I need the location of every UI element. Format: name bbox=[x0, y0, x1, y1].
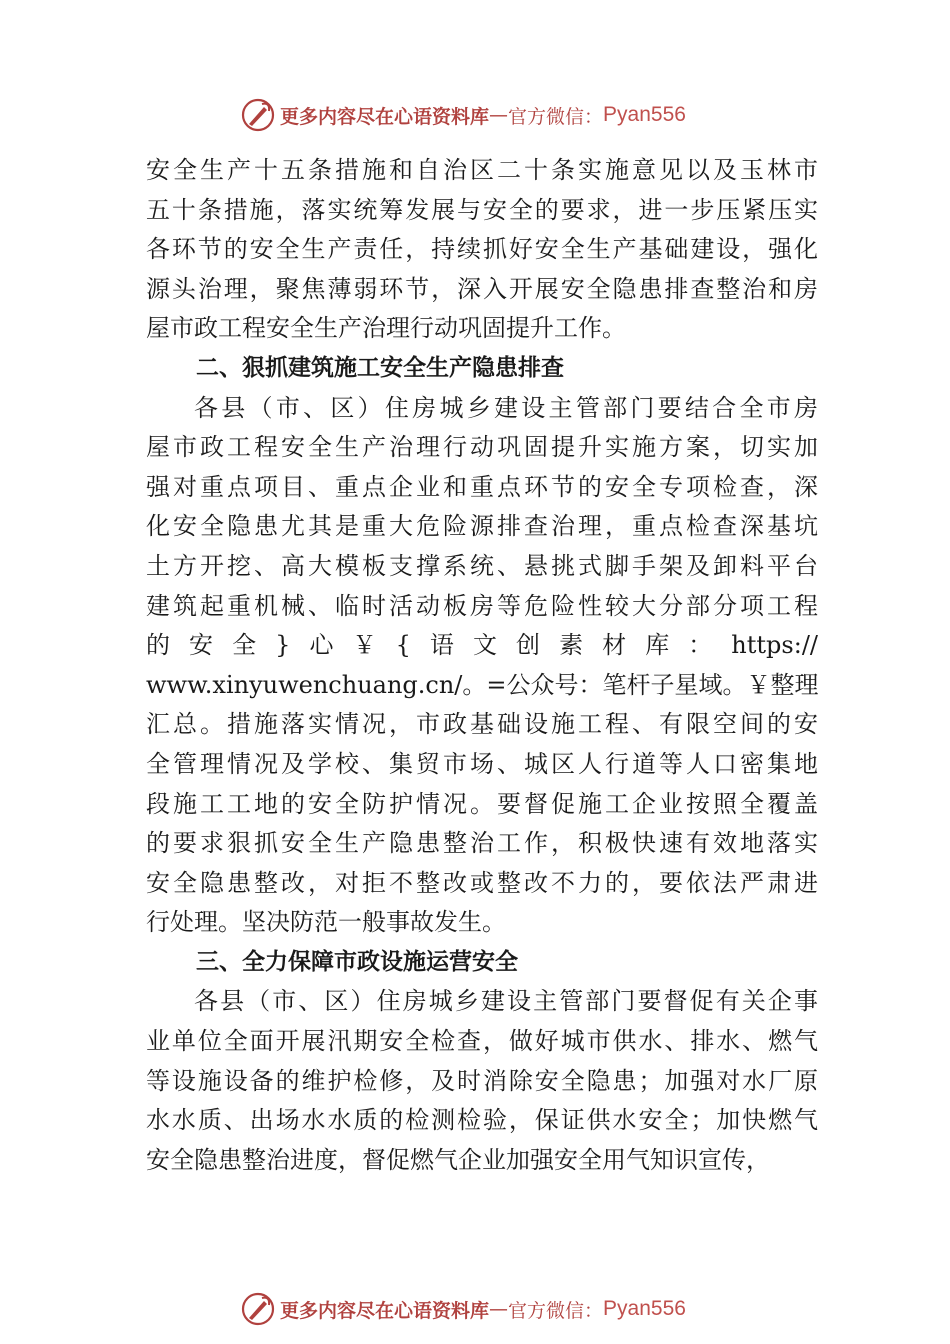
paragraph-line: 各环节的安全生产责任，持续抓好安全生产基础建设，强化 bbox=[146, 235, 818, 264]
wechat-label: 官方微信： bbox=[508, 1299, 604, 1322]
paragraph-line: 屋市政工程安全生产治理行动巩固提升实施方案，切实加 bbox=[146, 433, 818, 462]
pen-logo-icon bbox=[240, 97, 276, 133]
brand-text: 更多内容尽在心语资料库 bbox=[280, 1299, 490, 1322]
paragraph-line: 各县（市、区）住房城乡建设主管部门要督促有关企事 bbox=[194, 987, 818, 1016]
brand-text: 更多内容尽在心语资料库 bbox=[280, 105, 490, 128]
brand-separator: — bbox=[489, 1298, 509, 1320]
paragraph-line: 化安全隐患尤其是重大危险源排查治理，重点检查深基坑 bbox=[146, 512, 818, 541]
header-watermark bbox=[240, 97, 686, 133]
paragraph-line: 业单位全面开展汛期安全检查，做好城市供水、排水、燃气 bbox=[146, 1027, 818, 1056]
paragraph-line: 行处理。坚决防范一般事故发生。 bbox=[146, 908, 506, 937]
paragraph-line: 汇总。措施落实情况，市政基础设施工程、有限空间的安 bbox=[146, 710, 818, 739]
paragraph-line: 各县（市、区）住房城乡建设主管部门要结合全市房 bbox=[194, 393, 818, 422]
paragraph-line: 五十条措施，落实统筹发展与安全的要求，进一步压紧压实 bbox=[146, 195, 818, 224]
section-heading-3: 三、全力保障市政设施运营安全 bbox=[196, 948, 518, 975]
wechat-id: Pyan556 bbox=[603, 1297, 686, 1320]
paragraph-line: 安全隐患整改，对拒不整改或整改不力的，要依法严肃进 bbox=[146, 868, 818, 897]
paragraph-line: 土方开挖、高大模板支撑系统、悬挑式脚手架及卸料平台 bbox=[146, 551, 818, 580]
paragraph-line: 全管理情况及学校、集贸市场、城区人行道等人口密集地 bbox=[146, 749, 818, 778]
wechat-label: 官方微信： bbox=[508, 105, 604, 128]
paragraph-line: 强对重点项目、重点企业和重点环节的安全专项检查，深 bbox=[146, 472, 818, 501]
paragraph-line: 的安全}心￥{语文创素材库：https:// bbox=[146, 631, 818, 660]
section-heading-2: 二、狠抓建筑施工安全生产隐患排查 bbox=[196, 354, 564, 381]
paragraph-line: 段施工工地的安全防护情况。要督促施工企业按照全覆盖 bbox=[146, 789, 818, 818]
pen-logo-icon bbox=[240, 1291, 276, 1327]
paragraph-line: 屋市政工程安全生产治理行动巩固提升工作。 bbox=[146, 314, 626, 343]
paragraph-line: 水水质、出场水水质的检测检验，保证供水安全；加快燃气 bbox=[146, 1106, 818, 1135]
paragraph-line: 源头治理，聚焦薄弱环节，深入开展安全隐患排查整治和房 bbox=[146, 274, 818, 303]
paragraph-line: 的要求狠抓安全生产隐患整治工作，积极快速有效地落实 bbox=[146, 829, 818, 858]
paragraph-line: 安全隐患整治进度，督促燃气企业加强安全用气知识宣传， bbox=[146, 1145, 770, 1174]
wechat-id: Pyan556 bbox=[603, 103, 686, 126]
brand-separator: — bbox=[489, 104, 509, 126]
document-body bbox=[146, 151, 818, 1180]
paragraph-line: 安全生产十五条措施和自治区二十条实施意见以及玉林市 bbox=[146, 156, 818, 184]
paragraph-line: www.xinyuwenchuang.cn/。=公众号：笔杆子星域。￥整理 bbox=[146, 670, 819, 699]
paragraph-line: 建筑起重机械、临时活动板房等危险性较大分部分项工程 bbox=[146, 591, 818, 620]
footer-watermark bbox=[240, 1291, 686, 1327]
paragraph-line: 等设施设备的维护检修，及时消除安全隐患；加强对水厂原 bbox=[146, 1066, 818, 1095]
